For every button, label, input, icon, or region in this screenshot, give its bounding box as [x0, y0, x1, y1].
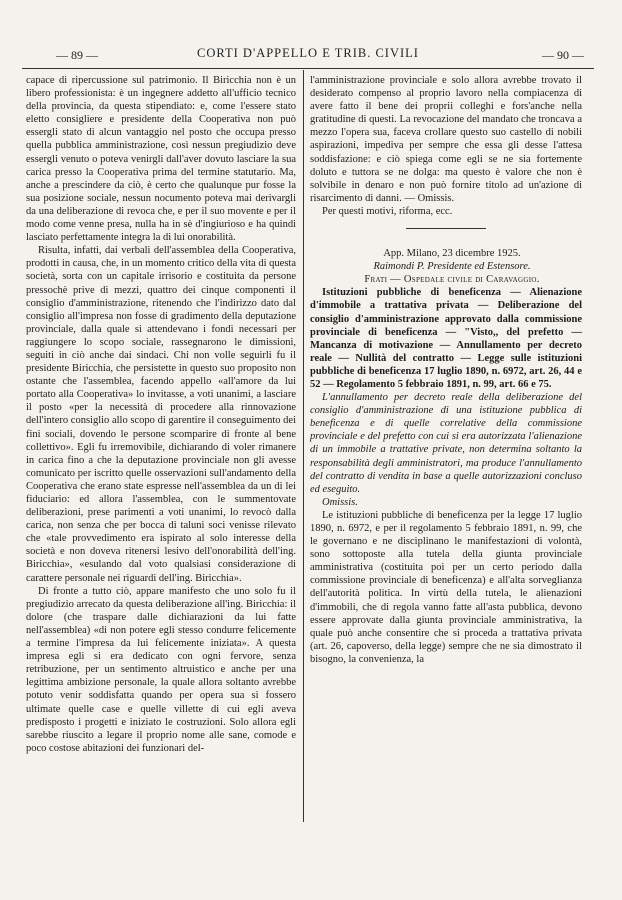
paragraph: Per questi motivi, riforma, ecc. [322, 205, 453, 217]
president-line: Raimondi P. Presidente ed Estensore. [373, 261, 531, 273]
column-divider [303, 70, 304, 822]
headnote: Istituzioni pubbliche di beneficenza — Alienazione d'immobile a trattativa privata — Deliberazione del consiglio d'amministrazione approvato dalla commissione provinciale di beneficenza — "Visto,, del prefetto — Mancanza di motivazione — Annullamento per decreto reale — Nullità del contratto — Legge sulle istituzioni pubbliche di beneficenza 17 luglio 1890, n. 6972, art. 26, 44 e 52 — Regolamento 5 febbraio 1891, n. 99, art. 66 e 75. [310, 287, 582, 390]
running-header [22, 46, 594, 66]
massima: L'annullamento per decreto reale della deliberazione del consiglio d'amministrazione di una istituzione pubblica di beneficenza e di quelle correlative della commissione provinciale e del prefetto con cui si era autorizzata l'alienazione di un immobile a trattative private, non determina soltanto la responsabilità degli amministratori, ma produce l'annullamento del contratto di vendita in base a quelle autorizzazioni concluso ed eseguito. [310, 392, 582, 495]
page-number-right: — 90 — [542, 48, 584, 62]
paragraph: Risulta, infatti, dai verbali dell'assemblea della Cooperativa, prodotti in causa, che, in un momento critico della vita di questa società, sorta con un capitale irrisorio e costituita da persone pressochè prive di mezzi, quattro dei cinque componenti il consiglio d'amministrazione, ritenendo che l'indirizzo dato dal consiglio all'impresa non fosse di gradimento della deputazione provinciale, dalla quale si attendevano i fondi necessari per raggiungere lo scopo sociale, rassegnarono le dimissioni, seguiti in ciò anche dai sindaci. Chi non volle seguirli fu il presidente Biricchia, che persistette in questo suo proposito non ostante che l'assemblea, facendo appello «all'amore da lui portato alla Cooperativa» lo invitasse, a voti unanimi, a lasciare il posto «per la necessità di procedere alla rinnovazione dell'intero consiglio allo scopo di garentire il conseguimento dei fini sociali, dovendo le persone scomparire di fronte al bene collettivo». Egli fu irremovibile, dichiarando di voler rimanere in carica fino a che la deputazione provinciale non gli avesse comunicato per iscritto quelle osservazioni sull'andamento della Cooperativa che erano state espresse nell'assemblea da un di lei fiduciario: ed allora l'assemblea, con le summentovate deliberazioni, prese parimenti a voti unanimi, lo revocò dalla carica, non senza che per bocca di taluni soci venisse rilevato che «tale provvedimento era ispirato al solo interesse della società e non doveva ritenersi lesivo dell'onorabilità dell'ing. Biricchia», «esulando dal voto qualsiasi considerazione di carattere personale nei riguardi dell'ing. Biricchia». [26, 245, 296, 584]
running-title: CORTI D'APPELLO E TRIB. CIVILI [197, 46, 419, 60]
paragraph: Di fronte a tutto ciò, appare manifesto che uno solo fu il pregiudizio arrecato da questa deliberazione all'ing. Biricchia: il dolore (che traspare dalle dichiarazioni da lui fatte nell'assemblea) «di non potere egli stesso condurre felicemente a termine l'impresa da lui felicemente iniziata». A questa impresa egli si era dedicato con ogni fervore, senza retribuzione, per un sentimento altruistico e anche per una legittima ambizione personale, la quale allora soltanto avrebbe potuto venir soddisfatta quando per opera sua si fossero ultimate quelle case e quelle villette di cui egli aveva predisposto i progetti e iniziato le costruzioni. Solo allora egli sarebbe riuscito a legare il proprio nome alle sane, comode e poco costose abitazioni dei funzionari del- [26, 585, 296, 754]
right-column [310, 74, 582, 666]
paragraph: l'amministrazione provinciale e solo allora avrebbe trovato il desiderato compenso al proprio lavoro nella compiacenza di avere fatto il bene dei proprii colleghi e fors'anche nella gratitudine di questi. La revocazione del mandato che troncava a mezzo l'opera sua, faceva crollare questo suo castello di nobili aspirazioni, impediva per sempre che essa gli desse l'attesa soddisfazione: e ciò spiega come egli se ne sia fortemente doluto e tuttora se ne dolga: ma questo è valore che non è solvibile in denaro e non può fornire titolo ad un'azione di risarcimento di danni. — Omissis. [310, 75, 582, 204]
paragraph: Le istituzioni pubbliche di beneficenza per la legge 17 luglio 1890, n. 6972, e per il regolamento 5 febbraio 1891, n. 99, che le governano e ne disciplinano le manifestazioni di volontà, sono sottoposte alla tutela della giunta provinciale amministrativa (costituita poi per un certo periodo dalla commissione provinciale di beneficenza) e all'alta sorveglianza dell'autorità politica. In virtù della tutela, le alienazioni d'immobili, che di regola vanno fatte all'asta pubblica, devono essere approvate dalla giunta provinciale amministrativa, la quale può anche consentire che si proceda a trattativa privata (art. 26, capoverso, della legge) sempre che ne sia dimostrato il bisogno, la convenienza, la [310, 509, 582, 665]
parties-text: Frati — Ospedale civile di Caravaggio. [364, 274, 540, 286]
parties-line [310, 273, 582, 286]
page-number-left: — 89 — [56, 48, 98, 62]
paragraph: capace di ripercussione sul patrimonio. Il Biricchia non è un libero professionista: è un ingegnere addetto all'ufficio tecnico della provincia, da questa stipendiato: e, come l'essere stato eletto consigliere e presidente della Cooperativa non può essergli stato di alcun vantaggio nel posto che occupa presso quella pubblica amministrazione, così nessun pregiudizio deve essergli venuto o poteva venirgli dall'aver dovuto lasciare la sua carica presso la Cooperativa prima del termine statutario. Ma, anche a prescindere da ciò, è certo che qualunque pur fosse la sua posizione sociale, nessun nocumento poteva mai derivargli da una deliberazione di revoca che, e per il suo movente e per il modo come venne presa, nulla ha in sè d'ingiurioso e ha quindi lasciato perfettamente integra la di lui onorabilità. [26, 75, 296, 244]
omissis-label: Omissis. [322, 496, 358, 508]
section-separator [406, 228, 486, 229]
header-rule [22, 68, 594, 69]
left-column [26, 74, 296, 755]
court-line: App. Milano, 23 dicembre 1925. [383, 248, 521, 260]
